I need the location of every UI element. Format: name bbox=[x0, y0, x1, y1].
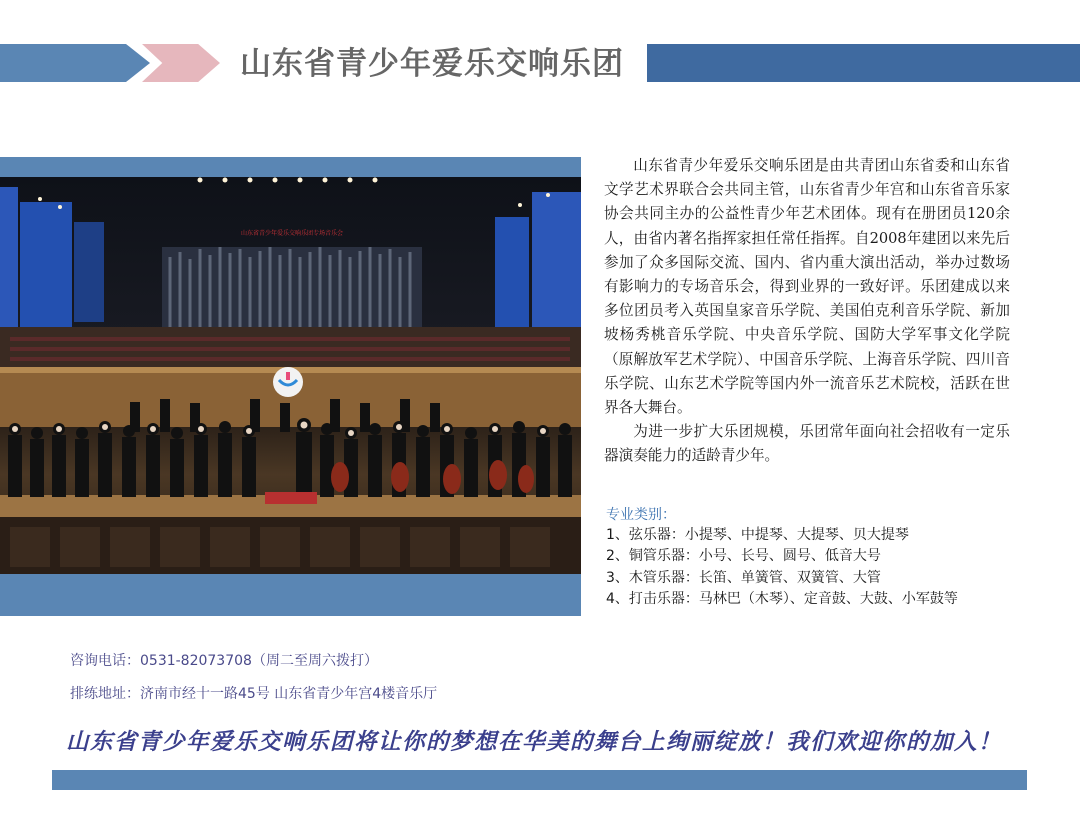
list-item: 1、弦乐器：小提琴、中提琴、大提琴、贝大提琴 bbox=[606, 527, 909, 543]
categories-list bbox=[606, 525, 958, 610]
categories-title: 专业类别： bbox=[606, 507, 676, 523]
header-bar-right bbox=[647, 44, 1080, 82]
page-title: 山东省青少年爱乐交响乐团 bbox=[240, 46, 624, 82]
intro-paragraph: 为进一步扩大乐团规模，乐团常年面向社会招收有一定乐器演奏能力的适龄青少年。 bbox=[604, 423, 1010, 465]
intro-text bbox=[604, 154, 1010, 469]
slogan: 山东省青少年爱乐交响乐团将让你的梦想在华美的舞台上绚丽绽放！我们欢迎你的加入！ bbox=[66, 729, 1003, 755]
photo-frame-top bbox=[0, 157, 581, 177]
contact-phone: 咨询电话：0531-82073708（周二至周六拨打） bbox=[70, 653, 378, 669]
intro-paragraph: 山东省青少年爱乐交响乐团是由共青团山东省委和山东省文学艺术界联合会共同主管，山东省青少年宫和山东省音乐家协会共同主办的公益性青少年艺术团体。现有在册团员120余人，由省内著名指挥家担任常任指挥。自2008年建团以来先后参加了众多国际交流、国内、省内重大演出活动，举办过数场有影响力的专场音乐会，得到业界的一致好评。乐团建成以来多位团员考入英国皇家音乐学院、美国伯克利音乐学院、新加坡杨秀桃音乐学院、中央音乐学院、国防大学军事文化学院（原解放军艺术学院）、中国音乐学院、上海音乐学院、四川音乐学院、山东艺术学院等国内外一流音乐艺术院校，活跃在世界各大舞台。 bbox=[604, 157, 1010, 417]
footer-bar bbox=[52, 770, 1027, 790]
photo-frame-bottom bbox=[0, 574, 581, 616]
photo-banner-text: 山东省青少年爱乐交响乐团专场音乐会 bbox=[240, 230, 344, 237]
header-arrow-left bbox=[0, 44, 150, 82]
header-chevron-pink bbox=[142, 44, 220, 82]
contact-address: 排练地址：济南市经十一路45号 山东省青少年宫4楼音乐厅 bbox=[70, 686, 438, 702]
list-item: 4、打击乐器：马林巴（木琴）、定音鼓、大鼓、小军鼓等 bbox=[606, 590, 958, 607]
list-item: 2、铜管乐器：小号、长号、圆号、低音大号 bbox=[606, 548, 881, 565]
orchestra-photo bbox=[0, 177, 581, 574]
list-item: 3、木管乐器：长笛、单簧管、双簧管、大管 bbox=[606, 569, 881, 586]
